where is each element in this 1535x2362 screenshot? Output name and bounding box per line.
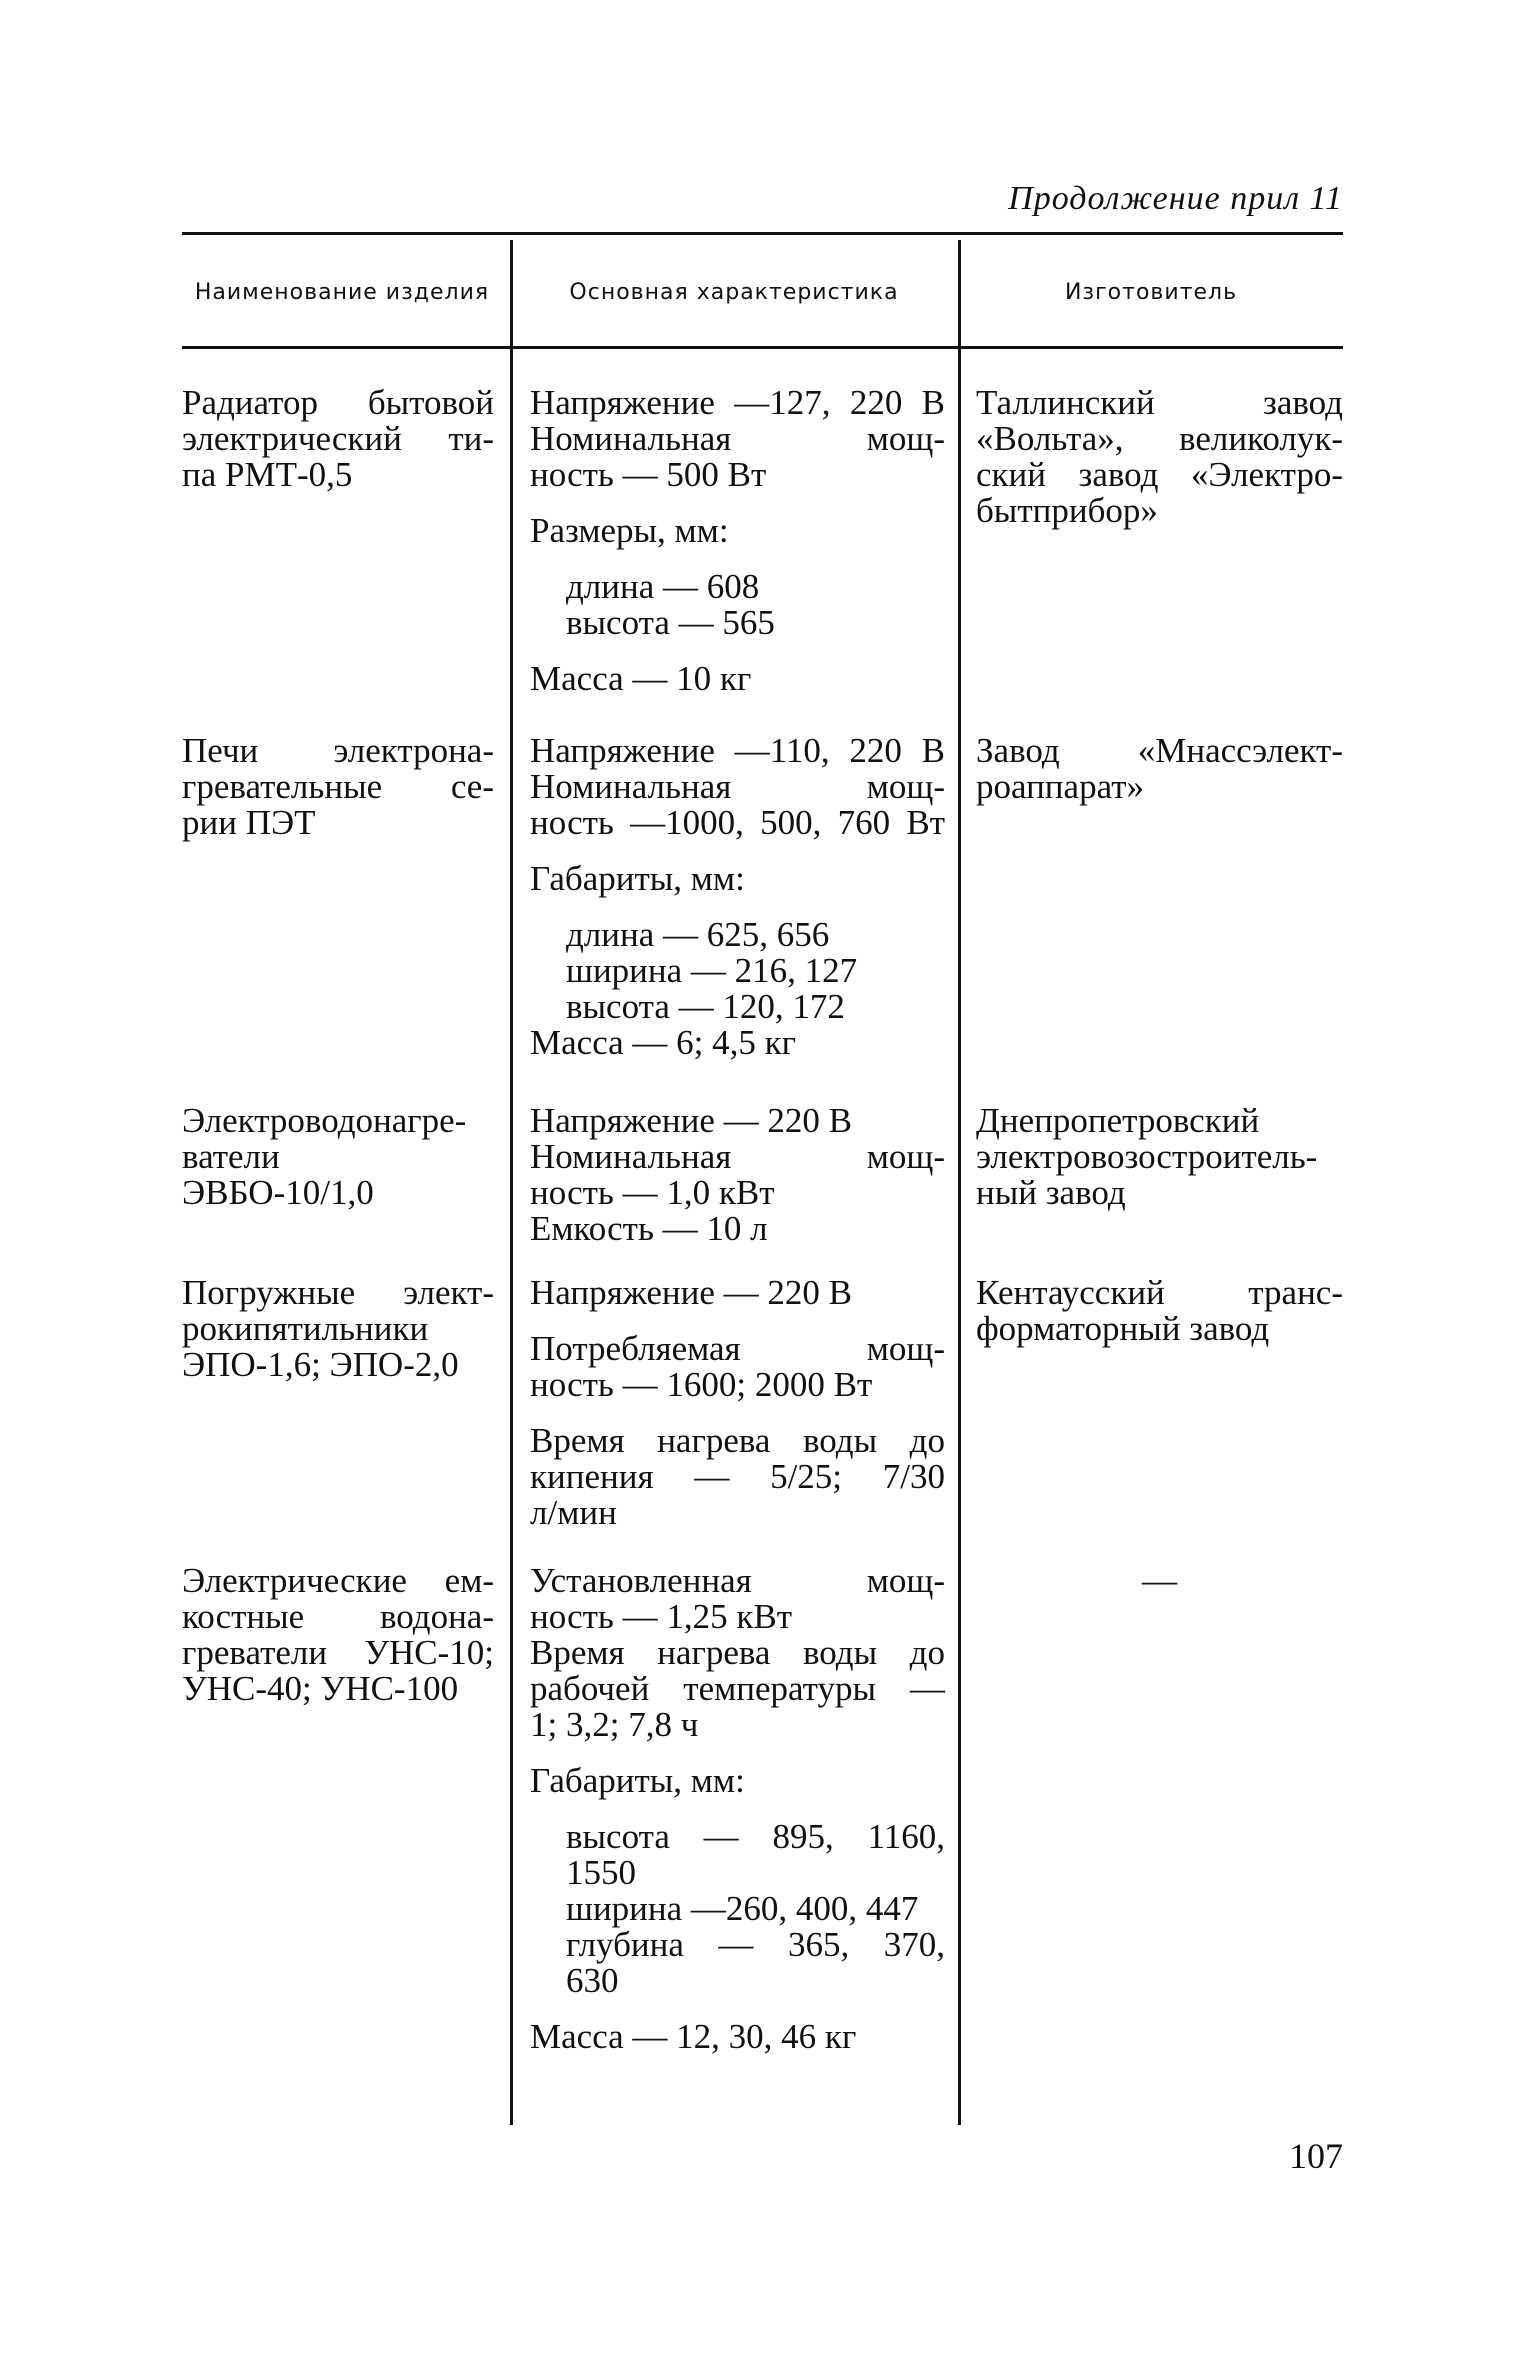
characteristic-line: Габариты, мм: bbox=[530, 1761, 745, 1800]
characteristic-line: Номинальная мощ- bbox=[530, 767, 945, 806]
manufacturer-line: — bbox=[1142, 1561, 1177, 1600]
characteristic-line: Масса — 6; 4,5 кг bbox=[530, 1023, 797, 1062]
table-cell-characteristic bbox=[530, 1563, 945, 2055]
characteristic-line: длина — 608 bbox=[566, 567, 760, 606]
manufacturer-line: ный завод bbox=[976, 1173, 1126, 1212]
characteristic-line: длина — 625, 656 bbox=[566, 915, 830, 954]
characteristic-line: Емкость — 10 л bbox=[530, 1209, 768, 1248]
table-cell-manufacturer bbox=[976, 733, 1343, 805]
characteristic-line: высота — 120, 172 bbox=[566, 987, 845, 1026]
characteristic-line: высота — 895, 1160, bbox=[566, 1817, 945, 1856]
manufacturer-line: электровозостроитель- bbox=[976, 1137, 1318, 1176]
characteristic-line: Время нагрева воды до bbox=[530, 1421, 945, 1460]
column-divider-1 bbox=[510, 240, 513, 2125]
name-line: УНС-40; УНС-100 bbox=[182, 1669, 459, 1708]
column-header-characteristic: Основная характеристика bbox=[569, 280, 899, 305]
name-line: па РМТ-0,5 bbox=[182, 455, 353, 494]
name-line: ватели bbox=[182, 1137, 280, 1176]
page-number: 107 bbox=[1289, 2136, 1343, 2176]
characteristic-line: Номинальная мощ- bbox=[530, 1137, 945, 1176]
name-line: гревательные се- bbox=[182, 767, 494, 806]
characteristic-line: ность — 1600; 2000 Вт bbox=[530, 1365, 873, 1404]
manufacturer-line: Завод «Мнассэлект- bbox=[976, 731, 1343, 770]
name-line: ЭВБО-10/1,0 bbox=[182, 1173, 374, 1212]
table-cell-characteristic bbox=[530, 1275, 945, 1531]
name-line: Электрические ем- bbox=[182, 1561, 494, 1600]
name-line: рии ПЭТ bbox=[182, 803, 316, 842]
characteristic-line: ность —1000, 500, 760 Вт bbox=[530, 803, 945, 842]
column-divider-2 bbox=[958, 240, 961, 2125]
characteristic-line: 1550 bbox=[566, 1853, 636, 1892]
table-cell-manufacturer bbox=[976, 1563, 1343, 1599]
manufacturer-line: «Вольта», великолук- bbox=[976, 419, 1343, 458]
characteristic-line: ширина —260, 400, 447 bbox=[566, 1889, 919, 1928]
characteristic-line: Размеры, мм: bbox=[530, 511, 729, 550]
table-cell-characteristic bbox=[530, 733, 945, 1061]
characteristic-line: Масса — 10 кг bbox=[530, 659, 752, 698]
characteristic-line: Номинальная мощ- bbox=[530, 419, 945, 458]
manufacturer-line: Таллинский завод bbox=[976, 383, 1343, 422]
manufacturer-line: Днепропетровский bbox=[976, 1101, 1260, 1140]
table-cell-manufacturer bbox=[976, 1103, 1343, 1211]
manufacturer-line: бытприбор» bbox=[976, 491, 1158, 530]
name-line: Печи электрона- bbox=[182, 731, 494, 770]
characteristic-line: Время нагрева воды до bbox=[530, 1633, 945, 1672]
characteristic-line: Потребляемая мощ- bbox=[530, 1329, 945, 1368]
manufacturer-line: роаппарат» bbox=[976, 767, 1144, 806]
characteristic-line: ность — 1,25 кВт bbox=[530, 1597, 793, 1636]
characteristic-line: ширина — 216, 127 bbox=[566, 951, 858, 990]
name-line: электрический ти- bbox=[182, 419, 494, 458]
characteristic-line: Напряжение — 220 В bbox=[530, 1273, 853, 1312]
name-line: рокипятильники bbox=[182, 1309, 429, 1348]
table-cell-name bbox=[182, 733, 494, 841]
name-line: Радиатор бытовой bbox=[182, 383, 494, 422]
characteristic-line: Габариты, мм: bbox=[530, 859, 745, 898]
table-top-rule bbox=[182, 232, 1343, 235]
characteristic-line: л/мин bbox=[530, 1493, 617, 1532]
characteristic-line: высота — 565 bbox=[566, 603, 775, 642]
characteristic-line: рабочей температуры — bbox=[530, 1669, 945, 1708]
name-line: ЭПО-1,6; ЭПО-2,0 bbox=[182, 1345, 459, 1384]
manufacturer-line: форматорный завод bbox=[976, 1309, 1270, 1348]
characteristic-line: 630 bbox=[566, 1961, 619, 2000]
table-cell-name bbox=[182, 385, 494, 493]
manufacturer-line: ский завод «Электро- bbox=[976, 455, 1343, 494]
characteristic-line: Масса — 12, 30, 46 кг bbox=[530, 2017, 857, 2056]
characteristic-line: 1; 3,2; 7,8 ч bbox=[530, 1705, 699, 1744]
characteristic-line: глубина — 365, 370, bbox=[566, 1925, 945, 1964]
table-cell-name bbox=[182, 1563, 494, 1707]
characteristic-line: Установленная мощ- bbox=[530, 1561, 945, 1600]
characteristic-line: Напряжение — 220 В bbox=[530, 1101, 853, 1140]
characteristic-line: Напряжение —110, 220 В bbox=[530, 731, 945, 770]
characteristic-line: ность — 1,0 кВт bbox=[530, 1173, 775, 1212]
table-cell-name bbox=[182, 1275, 494, 1383]
column-header-manufacturer: Изготовитель bbox=[1064, 280, 1238, 305]
table-cell-characteristic bbox=[530, 385, 945, 697]
name-line: костные водона- bbox=[182, 1597, 494, 1636]
header-bottom-rule bbox=[182, 346, 1343, 349]
column-header-name: Наименование изделия bbox=[194, 280, 490, 305]
table-cell-manufacturer bbox=[976, 385, 1343, 529]
name-line: Погружные элект- bbox=[182, 1273, 494, 1312]
characteristic-line: Напряжение —127, 220 В bbox=[530, 383, 945, 422]
table-cell-characteristic bbox=[530, 1103, 945, 1247]
name-line: Электроводонагре- bbox=[182, 1101, 467, 1140]
characteristic-line: ность — 500 Вт bbox=[530, 455, 767, 494]
table-cell-name bbox=[182, 1103, 494, 1211]
table-cell-manufacturer bbox=[976, 1275, 1343, 1347]
manufacturer-line: Кентаусский транс- bbox=[976, 1273, 1343, 1312]
continuation-label: Продолжение прил 11 bbox=[1008, 180, 1343, 217]
name-line: греватели УНС-10; bbox=[182, 1633, 494, 1672]
characteristic-line: кипения — 5/25; 7/30 bbox=[530, 1457, 945, 1496]
